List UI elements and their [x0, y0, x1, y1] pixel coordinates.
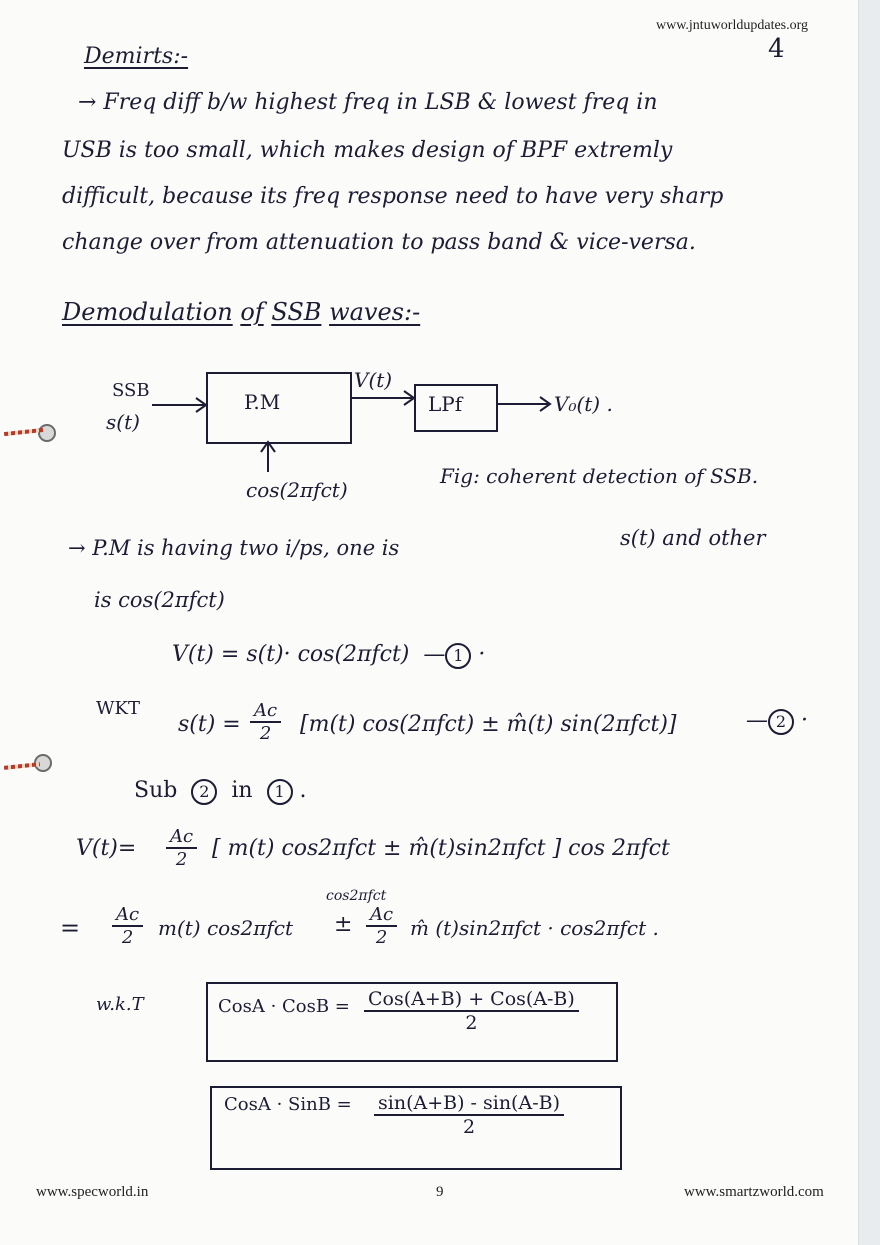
identity-2-num: sin(A+B) - sin(A-B): [374, 1092, 564, 1116]
equation-2-fraction: [250, 700, 281, 744]
identity-1-fraction: [364, 988, 579, 1034]
equation-4-frac2-num: Ac: [366, 904, 397, 927]
footer-left-url: www.specworld.in: [36, 1184, 149, 1200]
mid-signal-label: V(t): [354, 368, 393, 392]
equation-4-frac-num: Ac: [112, 904, 143, 927]
waves-word: waves:-: [329, 298, 421, 326]
equation-4-eq: =: [60, 914, 81, 942]
page-mark: 4: [768, 34, 785, 64]
ssb-word: SSB: [271, 298, 322, 326]
explain-line-1b: s(t) and other: [620, 526, 766, 550]
equation-1: V(t) = s(t)· cos(2πfct) — 1 ·: [172, 642, 486, 667]
in-word: in: [231, 778, 253, 803]
equation-2-lhs: s(t) =: [178, 712, 241, 737]
equation-4-part2: m̂ (t)sin2πfct · cos2πfct .: [410, 916, 659, 940]
equation-3-fraction: [166, 826, 197, 870]
identity-2-den: 2: [462, 1116, 476, 1138]
demod-word: Demodulation: [62, 298, 233, 326]
equation-4-superscript: cos2πfct: [326, 888, 387, 904]
equation-1-number: 1: [445, 643, 471, 669]
equation-2-number: 2: [768, 709, 794, 735]
demerits-heading: Demirts:-: [84, 44, 189, 69]
sub-eq-b: 1: [267, 779, 293, 805]
identity-2-fraction: [374, 1092, 564, 1138]
footer-right-url: www.smartzworld.com: [684, 1184, 824, 1200]
equation-2-number-wrap: — 2 ·: [746, 708, 808, 733]
explain-line-2: is cos(2πfct): [94, 588, 225, 612]
demerits-line-3: difficult, because its freq response need to have very sharp: [62, 184, 724, 209]
identity-1-den: 2: [465, 1012, 478, 1034]
equation-4-frac2-den: 2: [375, 927, 388, 948]
equation-4-fraction: [112, 904, 143, 948]
wkt-label: WKT: [96, 698, 140, 719]
equation-3-lhs: V(t)=: [76, 836, 137, 861]
equation-2-frac-den: 2: [259, 723, 272, 744]
sub-eq-a: 2: [191, 779, 217, 805]
equation-1-text: V(t) = s(t)· cos(2πfct): [172, 642, 410, 667]
footer-page-number: 9: [436, 1184, 444, 1200]
equation-3-frac-num: Ac: [166, 826, 197, 849]
header-url: www.jntuworldupdates.org: [656, 18, 809, 33]
explain-line-1a: → P.M is having two i/ps, one is: [68, 536, 400, 560]
product-modulator-label: P.M: [244, 390, 281, 414]
equation-4-frac-den: 2: [121, 927, 134, 948]
figure-caption: Fig: coherent detection of SSB.: [440, 464, 759, 488]
sub-dot: .: [299, 778, 307, 803]
equation-4-fraction-2: [366, 904, 397, 948]
ssb-label: SSB: [112, 380, 150, 401]
output-signal-label: V₀(t) .: [554, 392, 613, 416]
identity-1-lhs: CosA · CosB =: [218, 996, 350, 1017]
demerits-line-2: USB is too small, which makes design of BPF extremly: [62, 138, 673, 163]
equation-3-body: [ m(t) cos2πfct ± m̂(t)sin2πfct ] cos 2πfct: [212, 836, 670, 861]
input-signal-label: s(t): [106, 410, 140, 434]
sub-word: Sub: [134, 778, 178, 803]
lpf-label: LPf: [428, 392, 463, 416]
demerits-line-4: change over from attenuation to pass band & vice-versa.: [62, 230, 696, 255]
equation-2-frac-num: Ac: [250, 700, 281, 723]
equation-4-part1: m(t) cos2πfct: [158, 916, 293, 940]
carrier-label: cos(2πfct): [246, 478, 348, 502]
equation-2-body: [m(t) cos(2πfct) ± m̂(t) sin(2πfct)]: [300, 712, 677, 737]
of-word: of: [240, 298, 264, 326]
identity-1-num: Cos(A+B) + Cos(A-B): [364, 988, 579, 1012]
demerits-line-1: → Freq diff b/w highest freq in LSB & lowest freq in: [78, 90, 658, 115]
identity-2-lhs: CosA · SinB =: [224, 1094, 352, 1115]
equation-3-frac-den: 2: [175, 849, 188, 870]
wkt2-label: w.k.T: [96, 994, 144, 1015]
equation-4-pm: ±: [334, 912, 353, 937]
substitution-line: [134, 778, 307, 805]
